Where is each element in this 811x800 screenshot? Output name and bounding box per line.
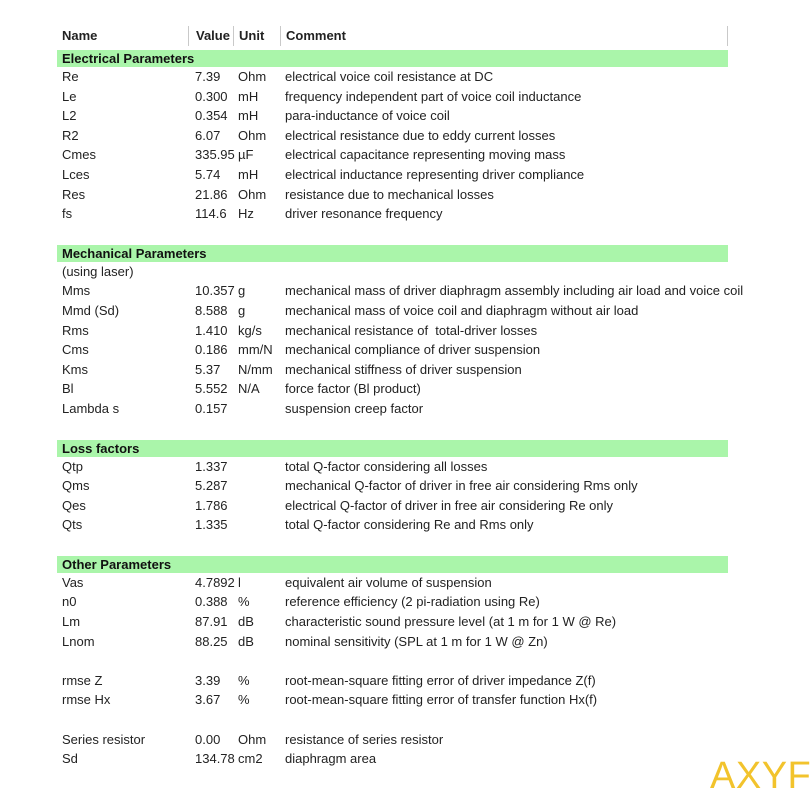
cell-unit: mH	[238, 108, 259, 124]
table-row	[57, 496, 728, 516]
cell-value: 0.157	[195, 400, 228, 416]
table-section	[57, 50, 728, 224]
cell-unit	[233, 457, 280, 477]
cell-unit: mm/N	[238, 342, 273, 358]
cell-comment: mechanical mass of driver diaphragm assembly including air load and voice coil	[285, 283, 744, 299]
cell-name	[57, 651, 188, 671]
cell-name: Bl	[62, 381, 74, 397]
cell-comment	[280, 651, 728, 671]
cell-unit: N/A	[238, 381, 260, 397]
cell-value: 1.410	[195, 322, 228, 338]
cell-comment: para-inductance of voice coil	[285, 108, 450, 124]
table-row	[57, 457, 728, 477]
section-rows	[57, 262, 744, 419]
cell-unit: %	[238, 672, 250, 688]
cell-comment: total Q-factor considering all losses	[285, 458, 488, 474]
cell-comment: electrical Q-factor of driver in free air considering Re only	[285, 497, 614, 513]
cell-unit: cm2	[238, 751, 263, 767]
table-row	[57, 515, 728, 535]
watermark: AXYF	[710, 755, 811, 797]
cell-comment: diaphragm area	[285, 751, 377, 767]
cell-value	[188, 651, 233, 671]
table-body	[57, 50, 744, 769]
cell-unit	[233, 399, 280, 419]
cell-name: Lm	[62, 614, 81, 630]
cell-name: Res	[62, 186, 86, 202]
column-header-unit: Unit	[233, 26, 280, 46]
cell-name: Sd	[62, 751, 78, 767]
cell-comment: mechanical compliance of driver suspension	[285, 342, 541, 358]
cell-name: n0	[62, 594, 77, 610]
cell-comment: resistance of series resistor	[285, 731, 444, 747]
cell-name: Rms	[62, 322, 89, 338]
cell-value	[188, 262, 233, 282]
cell-unit: kg/s	[238, 322, 262, 338]
cell-unit: g	[238, 302, 246, 318]
table-row	[57, 573, 728, 593]
section-title: Mechanical Parameters	[62, 245, 207, 261]
cell-value: 0.300	[195, 88, 228, 104]
cell-unit: g	[238, 283, 246, 299]
table-row	[57, 185, 728, 205]
cell-name: Kms	[62, 361, 88, 377]
cell-value: 3.67	[195, 692, 221, 708]
cell-name: (using laser)	[62, 263, 134, 279]
section-rows	[57, 573, 728, 769]
table-section	[57, 440, 728, 535]
table-row	[57, 87, 728, 107]
cell-value: 1.786	[195, 497, 228, 513]
cell-name: Qms	[62, 478, 90, 494]
cell-name: Re	[62, 69, 79, 84]
table-header-row	[57, 26, 728, 46]
cell-unit: dB	[238, 614, 254, 630]
cell-comment: equivalent air volume of suspension	[285, 574, 492, 590]
cell-unit: Ohm	[238, 69, 267, 84]
cell-comment: suspension creep factor	[285, 400, 424, 416]
cell-unit: %	[238, 594, 250, 610]
cell-name: Mms	[62, 283, 91, 299]
cell-comment: force factor (Bl product)	[285, 381, 421, 397]
cell-unit	[233, 515, 280, 535]
cell-unit: Ohm	[238, 731, 267, 747]
table-row	[57, 67, 728, 87]
section-header	[57, 245, 728, 262]
cell-name: Series resistor	[62, 731, 146, 747]
cell-name: Vas	[62, 574, 84, 590]
table-row	[57, 360, 728, 380]
cell-comment: root-mean-square fitting error of driver impedance Z(f)	[285, 672, 596, 688]
cell-comment: root-mean-square fitting error of transfer function Hx(f)	[285, 692, 598, 708]
cell-name: Cms	[62, 342, 89, 358]
cell-value: 0.00	[195, 731, 221, 747]
cell-value: 21.86	[195, 186, 228, 202]
cell-unit: Ohm	[238, 127, 267, 143]
cell-value: 5.287	[195, 478, 228, 494]
cell-value: 87.91	[195, 614, 228, 630]
cell-name: Mmd (Sd)	[62, 302, 120, 318]
cell-comment: electrical voice coil resistance at DC	[285, 69, 494, 84]
cell-value: 114.6	[195, 206, 227, 222]
cell-value: 5.74	[195, 166, 221, 182]
table-row	[57, 379, 728, 399]
cell-name: Lnom	[62, 633, 95, 649]
table-row	[57, 126, 728, 146]
cell-comment: characteristic sound pressure level (at 1 m for 1 W @ Re)	[285, 614, 617, 630]
cell-unit: %	[238, 692, 250, 708]
cell-name: fs	[62, 206, 73, 222]
section-rows	[57, 67, 728, 224]
table-row	[57, 476, 728, 496]
cell-unit: dB	[238, 633, 254, 649]
table-row	[57, 281, 744, 301]
cell-value: 7.39	[195, 69, 221, 84]
cell-comment: electrical resistance due to eddy current losses	[285, 127, 556, 143]
table-row	[57, 710, 728, 730]
cell-name: Lambda s	[62, 400, 120, 416]
table-row	[57, 301, 728, 321]
cell-unit	[233, 710, 280, 730]
cell-comment: mechanical mass of voice coil and diaphragm without air load	[285, 302, 639, 318]
cell-name: Cmes	[62, 147, 96, 163]
cell-unit: N/mm	[238, 361, 273, 377]
cell-name: Qes	[62, 497, 86, 513]
section-header	[57, 50, 728, 67]
cell-unit	[233, 496, 280, 516]
cell-name: rmse Z	[62, 672, 103, 688]
cell-comment: mechanical resistance of total-driver losses	[285, 322, 538, 338]
cell-comment: mechanical stiffness of driver suspension	[285, 361, 522, 377]
cell-value: 335.95	[195, 147, 235, 163]
cell-comment: resistance due to mechanical losses	[285, 186, 494, 202]
column-header-name: Name	[62, 28, 98, 43]
section-title: Loss factors	[62, 440, 140, 456]
cell-value: 88.25	[195, 633, 228, 649]
cell-value: 5.552	[195, 381, 228, 397]
cell-value: 1.337	[195, 458, 228, 474]
table-row	[57, 749, 728, 769]
cell-value: 3.39	[195, 672, 221, 688]
cell-comment: driver resonance frequency	[285, 206, 443, 222]
table-row	[57, 106, 728, 126]
section-title: Other Parameters	[62, 556, 172, 572]
cell-comment	[280, 262, 728, 282]
cell-value: 5.37	[195, 361, 221, 377]
section-rows	[57, 457, 728, 535]
cell-value: 0.354	[195, 108, 228, 124]
cell-name: L2	[62, 108, 77, 124]
cell-unit: l	[238, 574, 241, 590]
table-row	[57, 730, 728, 750]
cell-value: 1.335	[195, 517, 228, 533]
cell-name: rmse Hx	[62, 692, 111, 708]
cell-unit	[233, 476, 280, 496]
section-header	[57, 556, 728, 573]
table-section	[57, 556, 728, 769]
column-header-value: Value	[188, 26, 233, 46]
cell-unit: mH	[238, 166, 259, 182]
cell-comment: nominal sensitivity (SPL at 1 m for 1 W @ Zn)	[285, 633, 548, 649]
cell-value: 8.588	[195, 302, 228, 318]
cell-name: Le	[62, 88, 77, 104]
cell-comment: reference efficiency (2 pi-radiation using Re)	[285, 594, 540, 610]
table-row	[57, 340, 728, 360]
cell-value	[188, 710, 233, 730]
parameters-table	[57, 26, 744, 769]
table-row	[57, 262, 728, 282]
cell-name	[57, 710, 188, 730]
table-row	[57, 399, 728, 419]
cell-name: Lces	[62, 166, 90, 182]
table-row	[57, 145, 728, 165]
cell-name: Qtp	[62, 458, 83, 474]
cell-name: R2	[62, 127, 79, 143]
cell-unit: mH	[238, 88, 259, 104]
cell-value: 0.388	[195, 594, 228, 610]
table-section	[57, 245, 744, 419]
section-header	[57, 440, 728, 457]
cell-name: Qts	[62, 517, 83, 533]
cell-comment: total Q-factor considering Re and Rms only	[285, 517, 534, 533]
table-row	[57, 651, 728, 671]
cell-unit: µF	[238, 147, 254, 163]
cell-comment: frequency independent part of voice coil inductance	[285, 88, 582, 104]
cell-comment: electrical inductance representing driver compliance	[285, 166, 585, 182]
cell-value: 6.07	[195, 127, 221, 143]
table-row	[57, 690, 728, 710]
cell-value: 134.78	[195, 751, 235, 767]
cell-unit	[233, 651, 280, 671]
cell-comment: mechanical Q-factor of driver in free air considering Rms only	[285, 478, 638, 494]
table-row	[57, 165, 728, 185]
cell-value: 10.357	[195, 283, 235, 299]
table-row	[57, 671, 728, 691]
cell-unit	[233, 262, 280, 282]
table-row	[57, 321, 728, 341]
table-row	[57, 632, 728, 652]
cell-unit: Ohm	[238, 186, 267, 202]
cell-comment	[280, 710, 728, 730]
table-row	[57, 204, 728, 224]
cell-unit: Hz	[238, 206, 254, 222]
table-row	[57, 592, 728, 612]
column-header-comment: Comment	[280, 26, 727, 46]
table-row	[57, 612, 728, 632]
cell-value: 4.7892	[195, 574, 235, 590]
cell-comment: electrical capacitance representing moving mass	[285, 147, 566, 163]
cell-value: 0.186	[195, 342, 228, 358]
section-title: Electrical Parameters	[62, 51, 195, 66]
